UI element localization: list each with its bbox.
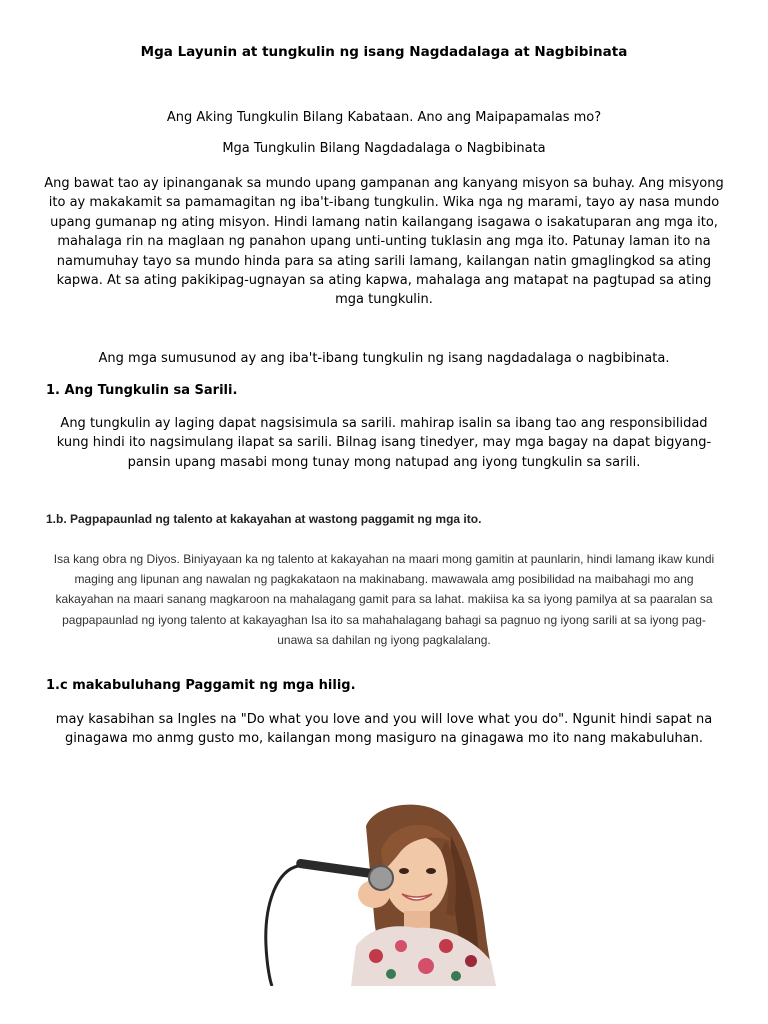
section-1-heading: 1. Ang Tungkulin sa Sarili. (46, 383, 238, 398)
list-intro: Ang mga sumusunod ay ang iba't-ibang tungkulin ng isang nagdadalaga o nagbibinata. (98, 351, 670, 366)
page-title: Mga Layunin at tungkulin ng isang Nagdadalaga at Nagbibinata (140, 44, 628, 60)
photo-girl-singing-microphone-icon (256, 796, 508, 986)
subtitle-duties: Mga Tungkulin Bilang Nagdadalaga o Nagbibinata (222, 141, 546, 156)
intro-paragraph: Ang bawat tao ay ipinanganak sa mundo upang gampanan ang kanyang misyon sa buhay. Ang misyong ito ay makakamit sa pamamagitan ng iba't-ibang tungkulin. Wika nga ng marami, tayo ay nasa mundo upang gumanap ng ating misyon. Hindi lamang natin kailangang isagawa o isakatuparan ang mga ito, mahalaga rin na maglaan ng panahon upang unti-unting tuklasin ang mga ito. Patunay laman ito na namumuhay tayo sa mundo hinda para sa ating sarili lamang, kailangan natin gmaglingkod sa ating kapwa. At sa ating pakikipag-ugnayan sa ating kapwa, mahalaga ang matapat na pagtupad sa ating mga tungkulin. (44, 176, 724, 308)
section-1c-heading: 1.c makabuluhang Paggamit ng mga hilig. (46, 678, 356, 693)
section-1c-body: may kasabihan sa Ingles na "Do what you love and you will love what you do". Ngunit hindi sapat na ginagawa mo anmg gusto mo, kailangan mong masiguro na ginagawa mo ito nang makabuluhan. (55, 712, 713, 747)
section-1-body: Ang tungkulin ay laging dapat nagsisimula sa sarili. mahirap isalin sa ibang tao ang responsibilidad kung hindi ito nagsimulang ilapat sa sarili. Bilnag isang tinedyer, may mga bagay na dapat bigyang-pansin upang masabi mong tunay mong natupad ang iyong tungkulin sa sarili. (56, 416, 712, 470)
section-1b-body: Isa kang obra ng Diyos. Biniyayaan ka ng talento at kakayahan na maari mong gamitin at paunlarin, hindi lamang ikaw kundi maging ang lipunan ang nawalan ng pagkakataon na makinabang. mawawala amg posibilidad na maibahagi mo ang kakayahan na maari sanang magkaroon na mahalagang gamit para sa lahat. makiisa ka sa iyong pamilya at sa paaralan sa pagpapaunlad ng iyong talento at kakayaghan Isa ito sa mahahalagang bahagi sa pagnuo ng iyong sarili at sa iyong pag-unawa sa dahilan ng iyong pagkalalang. (53, 552, 715, 647)
section-1b-heading: 1.b. Pagpapaunlad ng talento at kakayahan at wastong paggamit ng mga ito. (46, 512, 482, 526)
girl-singing-photo (256, 796, 508, 986)
subtitle-question: Ang Aking Tungkulin Bilang Kabataan. Ano ang Maipapamalas mo? (166, 110, 602, 125)
